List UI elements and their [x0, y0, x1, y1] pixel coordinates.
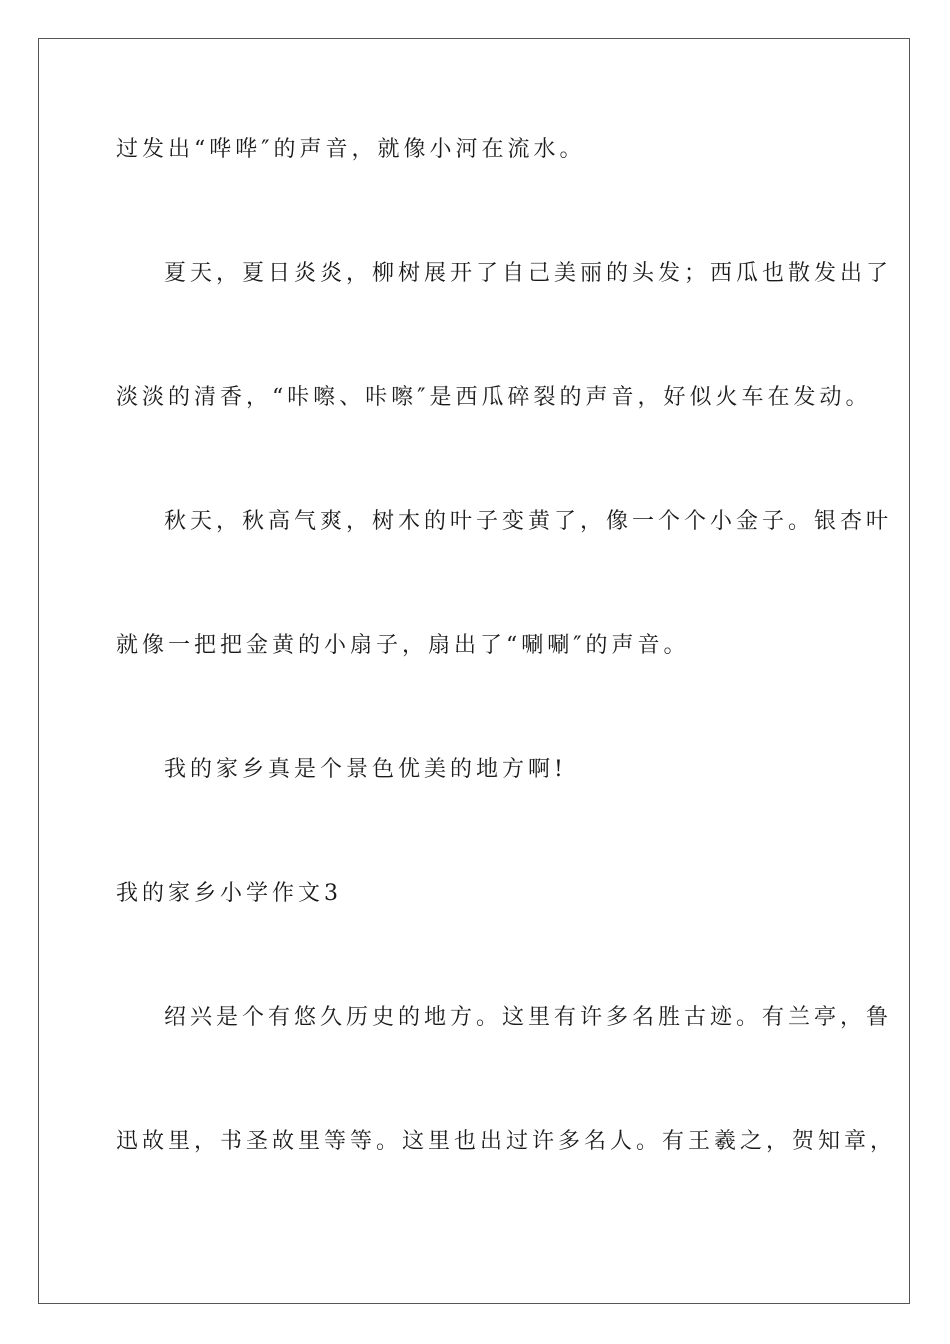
paragraph-line-1: 过发出“哗哗″的声音，就像小河在流水。 [116, 137, 586, 162]
paragraph-line-2: 夏天，夏日炎炎，柳树展开了自己美丽的头发；西瓜也散发出了 [164, 261, 893, 286]
paragraph-line-6: 我的家乡真是个景色优美的地方啊! [164, 757, 567, 782]
paragraph-line-4: 秋天，秋高气爽，树木的叶子变黄了，像一个个小金子。银杏叶 [164, 509, 893, 534]
paragraph-line-8: 迅故里，书圣故里等等。这里也出过许多名人。有王羲之，贺知章， [116, 1129, 897, 1154]
paragraph-line-7: 绍兴是个有悠久历史的地方。这里有许多名胜古迹。有兰亭，鲁 [164, 1005, 893, 1030]
page-frame [38, 38, 910, 1304]
section-heading: 我的家乡小学作文3 [116, 881, 342, 906]
paragraph-line-3: 淡淡的清香，“咔嚓、咔嚓″是西瓜碎裂的声音，好似火车在发动。 [116, 385, 872, 410]
paragraph-line-5: 就像一把把金黄的小扇子，扇出了“唰唰″的声音。 [116, 633, 690, 658]
